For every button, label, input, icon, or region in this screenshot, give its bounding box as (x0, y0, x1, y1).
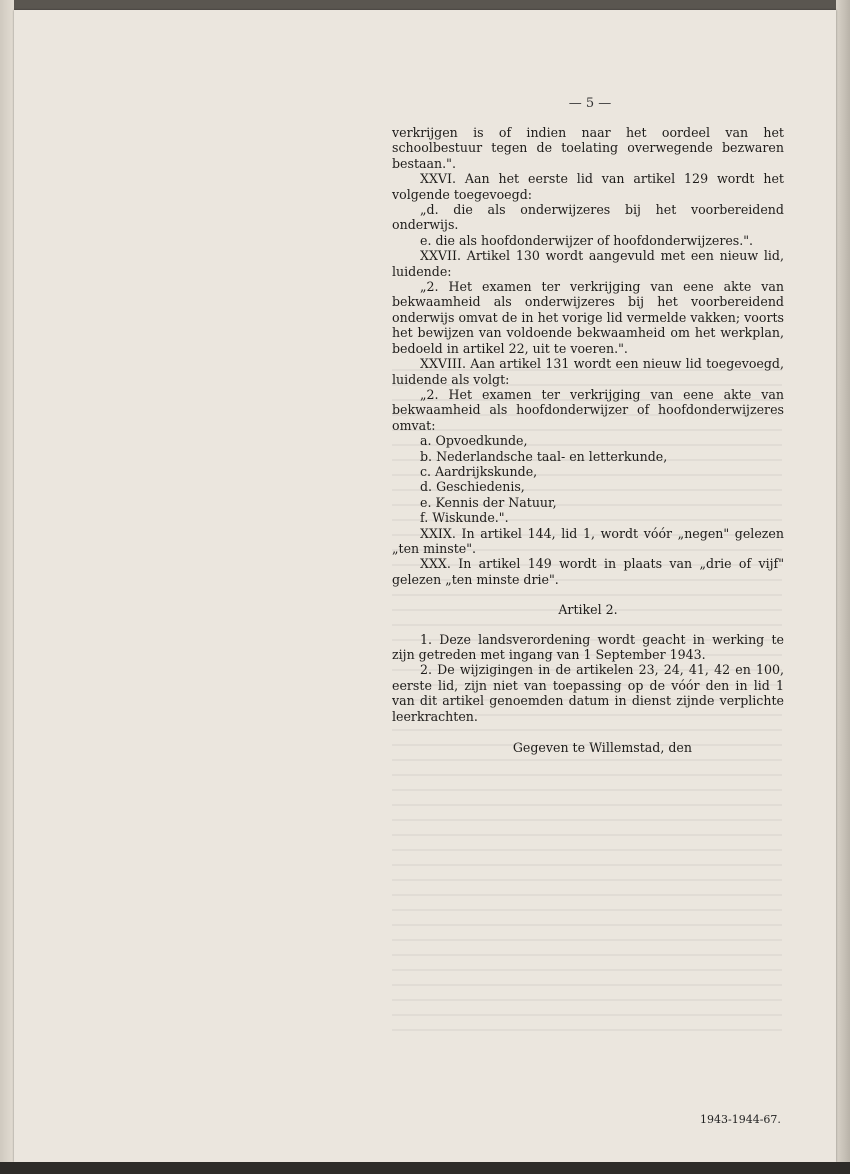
paragraph: „2. Het examen ter verkrijging van eene akte van bekwaamheid als onderwijzeres bij het voorbereidend onderwijs omvat de in het vorige lid vermelde vakken; voorts het bewijzen van voldoende bekwaamheid om het werkplan, bedoeld in artikel 22, uit te voeren.". (392, 279, 784, 356)
paragraph: XXX. In artikel 149 wordt in plaats van „drie of vijf" gelezen „ten minste drie". (392, 556, 784, 587)
paragraph: „2. Het examen ter verkrijging van eene akte van bekwaamheid als hoofdonderwijzer of hoofdonderwijzeres omvat: (392, 386, 784, 433)
paragraph: XXVIII. Aan artikel 131 wordt een nieuw lid toegevoegd, luidende als volgt: (392, 356, 784, 387)
paragraph: XXIX. In artikel 144, lid 1, wordt vóór „negen" gelezen „ten minste". (392, 525, 784, 556)
list-item: f. Wiskunde.". (420, 510, 509, 526)
footer-code: 1943-1944-67. (700, 1113, 781, 1126)
scan-bottom-edge (0, 1162, 850, 1174)
list-item: e. Kennis der Natuur, (420, 494, 557, 510)
paragraph: XXVII. Artikel 130 wordt aangevuld met een nieuw lid, luidende: (392, 248, 784, 279)
paragraph: verkrijgen is of indien naar het oordeel van het schoolbestuur tegen de toelating overwegende bezwaren bestaan.". (392, 125, 784, 171)
list-item: a. Opvoedkunde, (420, 433, 528, 449)
body-text (392, 125, 784, 755)
article-heading: Artikel 2. (558, 602, 618, 618)
paragraph: XXVI. Aan het eerste lid van artikel 129 wordt het volgende toegevoegd: (392, 171, 784, 202)
list-item: d. Geschiedenis, (420, 479, 525, 495)
paragraph: „d. die als onderwijzeres bij het voorbereidend onderwijs. (392, 202, 784, 233)
paragraph: e. die als hoofdonderwijzer of hoofdonderwijzeres.". (420, 232, 754, 248)
page-edge-left (0, 0, 14, 1174)
signoff: Gegeven te Willemstad, den (512, 740, 692, 756)
paragraph: 2. De wijzigingen in de artikelen 23, 24, 41, 42 en 100, eerste lid, zijn niet van toepassing op de vóór den in lid 1 van dit artikel genoemden datum in dienst zijnde verplichte leerkrachten. (392, 662, 784, 724)
page-number: — 5 — (568, 96, 612, 111)
page-edge-right (836, 0, 850, 1174)
list-item: c. Aardrijkskunde, (420, 463, 538, 479)
paragraph: 1. Deze landsverordening wordt geacht in werking te zijn getreden met ingang van 1 September 1943. (392, 631, 784, 662)
list-item: b. Nederlandsche taal- en letterkunde, (420, 448, 668, 464)
